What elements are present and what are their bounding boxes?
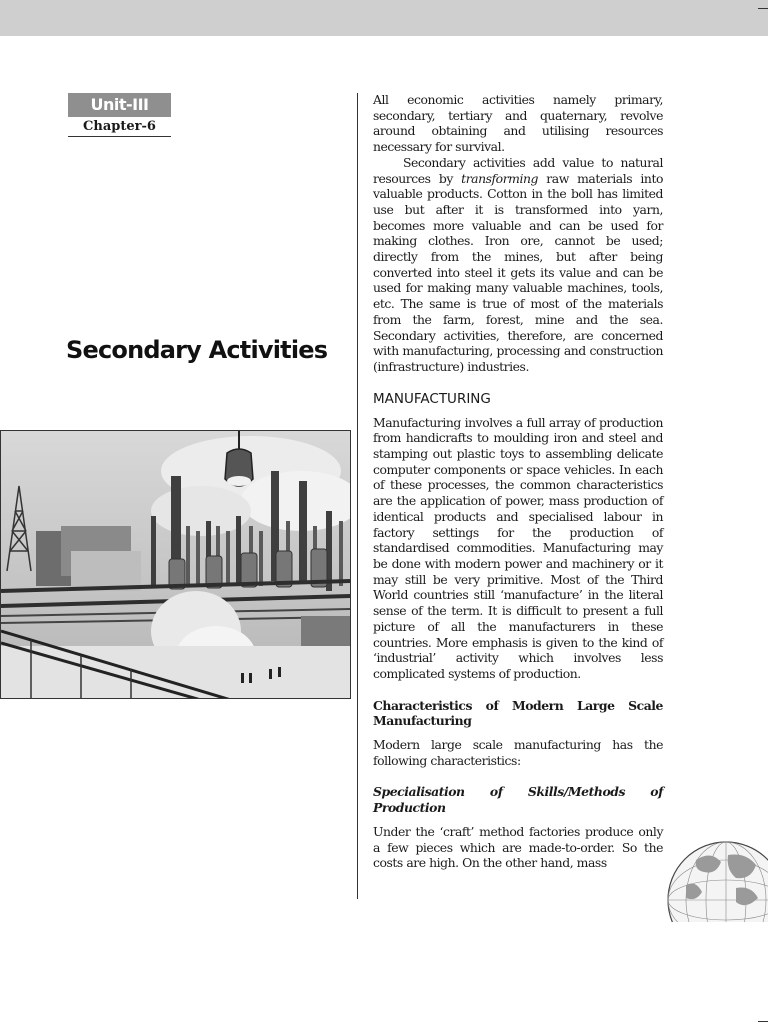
chapter-title: Secondary Activities xyxy=(66,336,328,364)
paragraph: Under the ‘craft’ method factories produce only a few pieces which are made-to-order. So the costs are high. On the other hand, mass xyxy=(373,823,663,871)
paragraph: Modern large scale manufacturing has the following characteristics: xyxy=(373,737,663,768)
globe-icon xyxy=(666,840,768,922)
crop-mark xyxy=(758,1021,768,1022)
paragraph: Secondary activities add value to natural resources by transforming raw materials into valuable products. Cotton in the boll has limited use but after it is transformed into yarn, becomes more valuable and can be used for making clothes. Iron ore, cannot be used; directly from the mines, but after being converted into steel it gets its value and can be used for making many valuable machines, tools, etc. The same is true of most of the materials from the farm, forest, mine and the sea. Secondary activities, therefore, are concerned with manufacturing, processing and construction (infrastructure) industries. xyxy=(373,154,663,374)
chapter-label: Chapter-6 xyxy=(68,118,171,137)
top-band xyxy=(0,0,768,36)
paragraph: Manufacturing involves a full array of production from handicrafts to moulding iron and steel and stamping out plastic toys to assembling delicate computer components or space vehicles. In each of these processes, the common characteristics are the application of power, mass production of identical products and specialised labour in factory settings for the production of standardised commodities. Manufacturing may be done with modern power and machinery or it may still be very primitive. Most of the Third World countries still ‘manufacture’ in the literal sense of the term. It is difficult to present a full picture of all the manufacturers in these countries. More emphasis is given to the kind of ‘industrial’ activity which involves less complicated systems of production. xyxy=(373,414,663,681)
subheading: Characteristics of Modern Large Scale Manufacturing xyxy=(373,697,663,729)
crop-mark xyxy=(758,8,768,9)
industrial-plant-photo xyxy=(0,430,351,699)
column-divider xyxy=(357,93,358,899)
industrial-plant-photo-icon xyxy=(1,431,351,699)
section-heading: MANUFACTURING xyxy=(373,390,491,407)
subheading: Specialisation of Skills/Methods of Production xyxy=(373,784,663,816)
unit-label: Unit-III xyxy=(68,93,171,117)
main-text-column xyxy=(373,92,663,871)
paragraph: All economic activities namely primary, secondary, tertiary and quaternary, revolve around obtaining and utilising resources necessary for survival. xyxy=(373,92,663,155)
